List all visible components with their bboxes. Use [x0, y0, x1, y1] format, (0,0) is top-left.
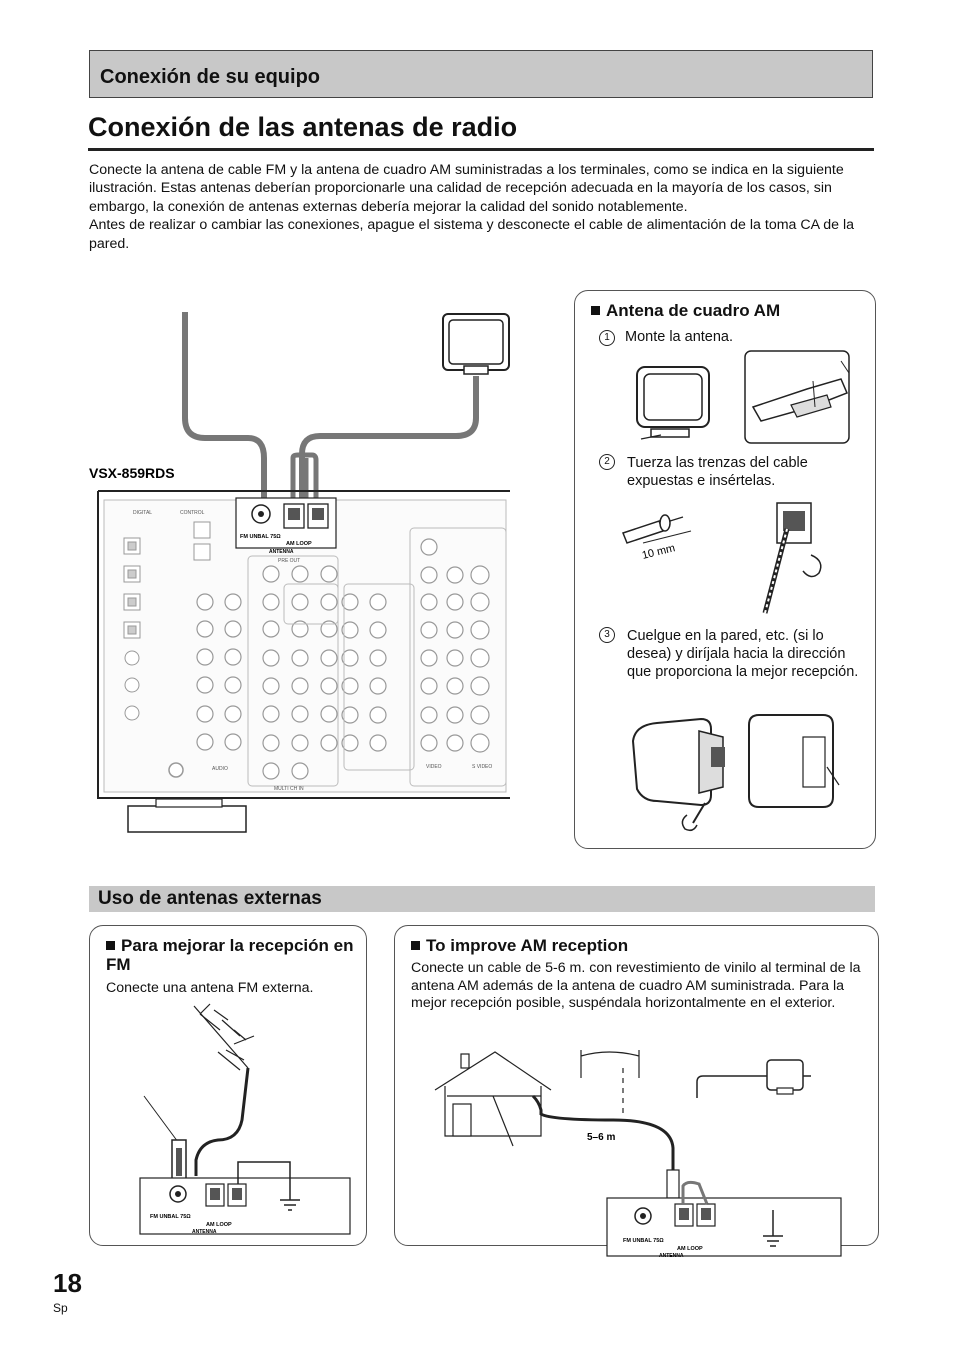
am-antenna-heading: Antena de cuadro AM: [591, 301, 780, 321]
svg-text:ANTENNA: ANTENNA: [192, 1229, 217, 1235]
am-antenna-panel: [574, 290, 876, 849]
external-antennas-title: Uso de antenas externas: [98, 888, 322, 909]
fm-external-illustration: [130, 1000, 360, 1240]
svg-text:AUDIO: AUDIO: [212, 766, 228, 772]
model-label: VSX-859RDS: [89, 465, 175, 481]
am-assembly-illustration: [631, 349, 853, 445]
section-title: Conexión de su equipo: [100, 66, 321, 88]
intro-text: [89, 161, 875, 253]
svg-text:AM LOOP: AM LOOP: [206, 1222, 232, 1228]
receiver-rear-panel: [98, 491, 510, 832]
intro-paragraph-1: Conecte la antena de cable FM y la antena de cuadro AM suministradas a los terminales, como se indica en la siguiente ilustración. Estas antenas deberían proporcionarle una calidad de recepción adecuada en la mayoría de los casos, sin embargo, la conexión de antenas externas debería mejorar la calidad del sonido notablemente.: [89, 162, 844, 215]
fm-external-heading: Para mejorar la recepción en FM: [106, 936, 354, 974]
am-mount-illustration: [627, 711, 859, 841]
svg-text:VIDEO: VIDEO: [426, 764, 442, 770]
am-external-illustration: [433, 1050, 863, 1259]
title-rule: [88, 148, 874, 151]
svg-text:AM LOOP: AM LOOP: [677, 1246, 703, 1252]
svg-text:PRE OUT: PRE OUT: [278, 558, 301, 564]
am-loop-label: AM LOOP: [286, 541, 312, 547]
svg-text:FM UNBAL 75Ω: FM UNBAL 75Ω: [150, 1214, 191, 1220]
bullet-square-icon: [106, 941, 115, 950]
fm-external-panel: [89, 925, 367, 1246]
step-number-3: 3: [599, 627, 615, 643]
bullet-square-icon: [591, 306, 600, 315]
svg-text:DIGITAL: DIGITAL: [133, 510, 153, 516]
am-step-3: 3 Cuelgue en la pared, etc. (si lo desea) y diríjala hacia la dirección que proporciona la mejor recepción.: [599, 627, 869, 681]
distance-label: 5–6 m: [587, 1132, 616, 1143]
step-number-2: 2: [599, 454, 615, 470]
antenna-label: ANTENNA: [269, 549, 294, 555]
am-external-heading: To improve AM reception: [411, 936, 628, 956]
am-step-2: 2 Tuerza las trenzas del cable expuestas e insértelas.: [599, 454, 869, 490]
fm-unbal-label: FM UNBAL 75Ω: [240, 534, 281, 540]
measure-label: 10 mm: [640, 542, 677, 562]
am-loop-antenna-icon: [443, 314, 509, 374]
svg-text:ANTENNA: ANTENNA: [659, 1253, 684, 1259]
section-header: [89, 50, 873, 98]
step-number-1: 1: [599, 330, 615, 346]
svg-text:CONTROL: CONTROL: [180, 510, 205, 516]
intro-paragraph-2: Antes de realizar o cambiar las conexiones, apague el sistema y desconecte el cable de alimentación de la toma CA de la pared.: [89, 217, 854, 252]
receiver-diagram: [88, 300, 518, 840]
page-number: 18: [53, 1268, 82, 1298]
wire-insertion-illustration: [615, 495, 845, 615]
fm-wire: [185, 312, 264, 505]
language-code: Sp: [53, 1301, 68, 1315]
bullet-square-icon: [411, 941, 420, 950]
am-wire-1: [302, 376, 476, 508]
am-step-1: 1 Monte la antena.: [599, 328, 869, 346]
page-title: Conexión de las antenas de radio: [88, 112, 518, 142]
am-external-text: Conecte un cable de 5-6 m. con revestimiento de vinilo al terminal de la antena AM además de la antena de cuadro AM suministrada. Para la mejor recepción posible, suspéndala horizontalmente en el exterior.: [411, 960, 861, 1011]
external-antennas-header: [89, 886, 875, 912]
fm-external-text: Conecte una antena FM externa.: [106, 980, 314, 996]
am-external-panel: [394, 925, 879, 1259]
house-icon: [435, 1052, 551, 1136]
svg-text:MULTI CH IN: MULTI CH IN: [274, 786, 304, 792]
fm-yagi-antenna-icon: [144, 1004, 254, 1176]
svg-text:FM UNBAL 75Ω: FM UNBAL 75Ω: [623, 1238, 664, 1244]
svg-text:S VIDEO: S VIDEO: [472, 764, 493, 770]
